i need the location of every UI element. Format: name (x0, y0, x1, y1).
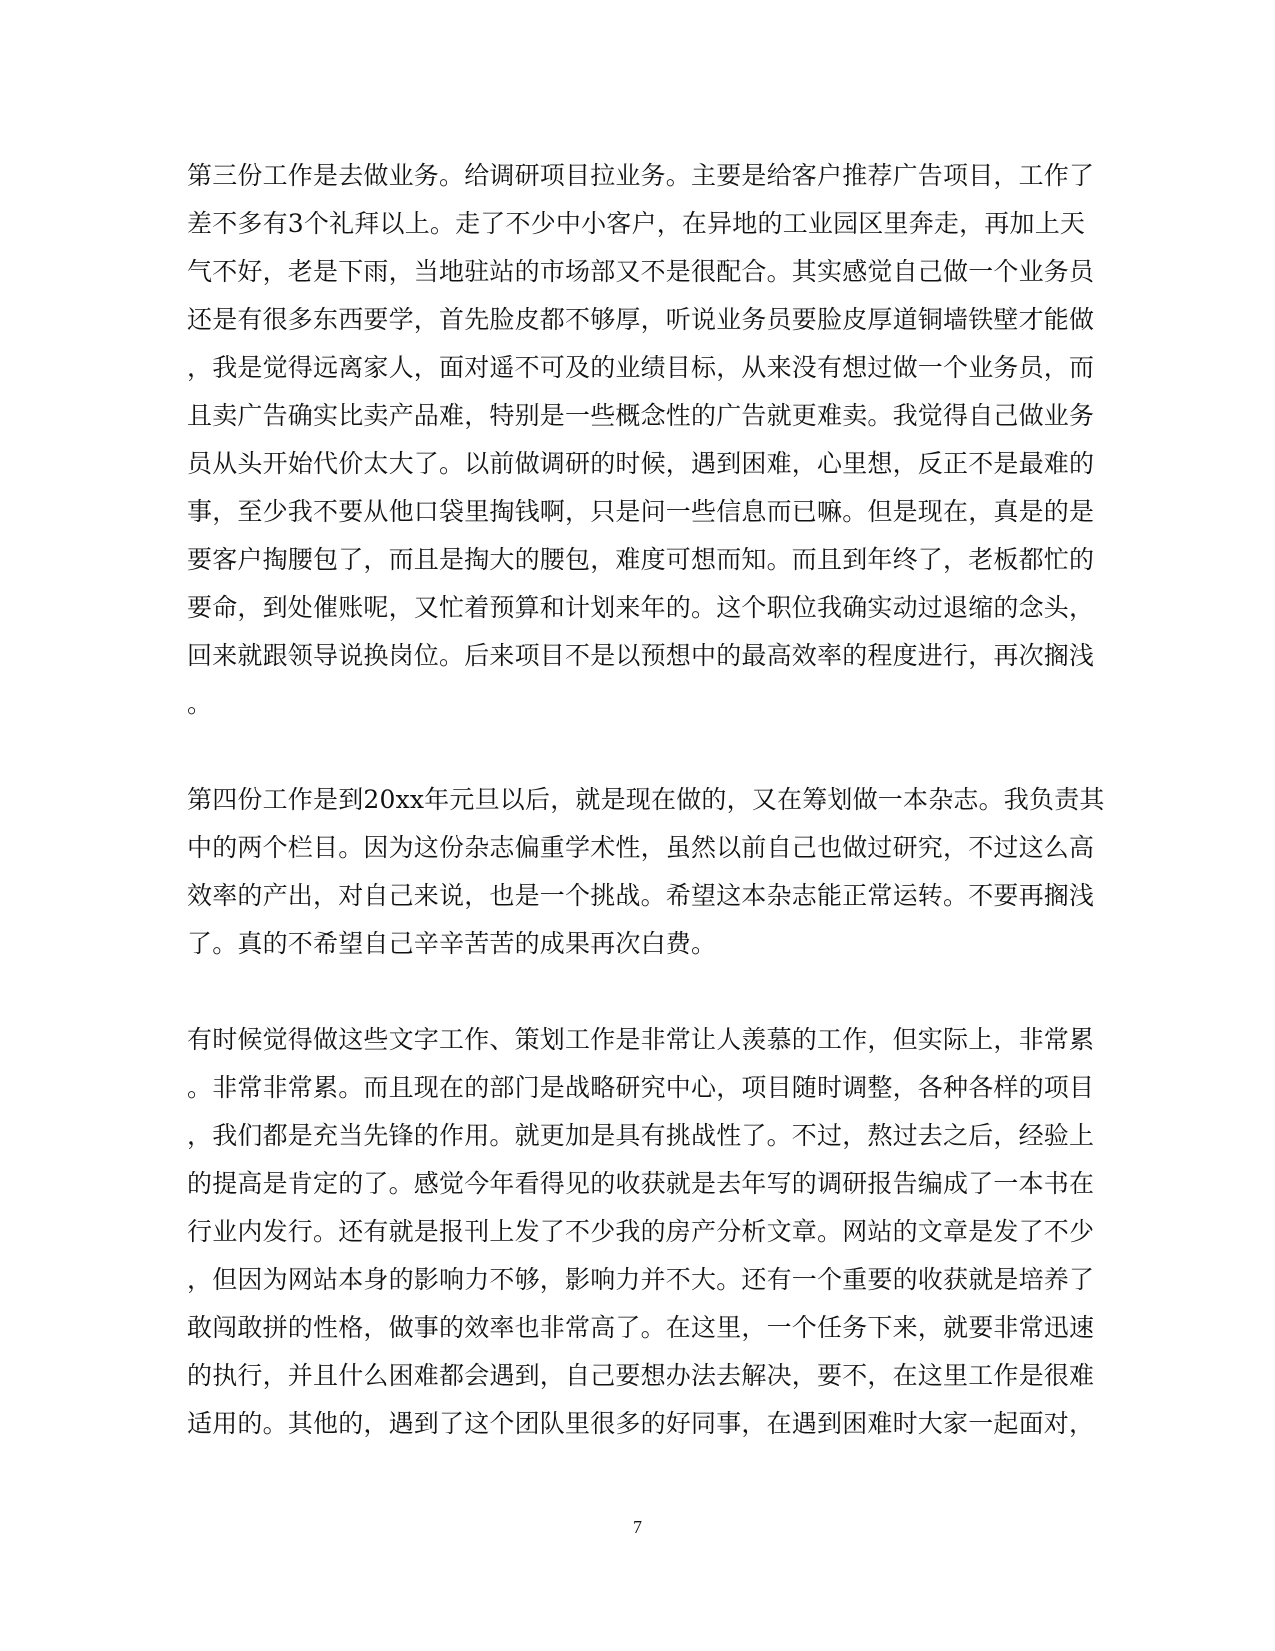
text-line: 的执行，并且什么困难都会遇到，自己要想办法去解决，要不，在这里工作是很难 (187, 1361, 1095, 1390)
text-line: 中的两个栏目。因为这份杂志偏重学术性，虽然以前自己也做过研究，不过这么高 (187, 833, 1095, 862)
text-line: 要客户掏腰包了，而且是掏大的腰包，难度可想而知。而且到年终了，老板都忙的 (187, 545, 1095, 574)
page-number: 7 (633, 1517, 642, 1537)
text-line: 敢闯敢拼的性格，做事的效率也非常高了。在这里，一个任务下来，就要非常迅速 (187, 1313, 1095, 1342)
text-line: 第三份工作是去做业务。给调研项目拉业务。主要是给客户推荐广告项目，工作了 (187, 161, 1095, 190)
text-line: ，我是觉得远离家人，面对遥不可及的业绩目标，从来没有想过做一个业务员，而 (187, 353, 1095, 382)
text-line: 第四份工作是到20xx年元旦以后，就是现在做的，又在筹划做一本杂志。我负责其 (187, 785, 1105, 814)
text-line: 员从头开始代价太大了。以前做调研的时候，遇到困难，心里想，反正不是最难的 (187, 449, 1095, 478)
text-line: 有时候觉得做这些文字工作、策划工作是非常让人羡慕的工作，但实际上，非常累 (187, 1025, 1095, 1054)
text-line: 。 (187, 689, 213, 718)
text-line: 气不好，老是下雨，当地驻站的市场部又不是很配合。其实感觉自己做一个业务员 (187, 257, 1095, 286)
text-line: 适用的。其他的，遇到了这个团队里很多的好同事，在遇到困难时大家一起面对， (187, 1409, 1095, 1438)
text-line: 事，至少我不要从他口袋里掏钱啊，只是问一些信息而已嘛。但是现在，真是的是 (187, 497, 1095, 526)
text-line: 行业内发行。还有就是报刊上发了不少我的房产分析文章。网站的文章是发了不少 (187, 1217, 1095, 1246)
text-line: 差不多有3个礼拜以上。走了不少中小客户，在异地的工业园区里奔走，再加上天 (187, 209, 1086, 238)
text-line: ，但因为网站本身的影响力不够，影响力并不大。还有一个重要的收获就是培养了 (187, 1265, 1095, 1294)
text-line: 还是有很多东西要学，首先脸皮都不够厚，听说业务员要脸皮厚道铜墙铁壁才能做 (187, 305, 1095, 334)
text-line: 效率的产出，对自己来说，也是一个挑战。希望这本杂志能正常运转。不要再搁浅 (187, 881, 1095, 910)
text-line: 且卖广告确实比卖产品难，特别是一些概念性的广告就更难卖。我觉得自己做业务 (187, 401, 1095, 430)
text-line: 。非常非常累。而且现在的部门是战略研究中心，项目随时调整，各种各样的项目 (187, 1073, 1095, 1102)
text-line: 了。真的不希望自己辛辛苦苦的成果再次白费。 (187, 929, 717, 958)
text-line: ，我们都是充当先锋的作用。就更加是具有挑战性了。不过，熬过去之后，经验上 (187, 1121, 1095, 1150)
text-line: 的提高是肯定的了。感觉今年看得见的收获就是去年写的调研报告编成了一本书在 (187, 1169, 1095, 1198)
text-line: 回来就跟领导说换岗位。后来项目不是以预想中的最高效率的程度进行，再次搁浅 (187, 641, 1095, 670)
text-line: 要命，到处催账呢，又忙着预算和计划来年的。这个职位我确实动过退缩的念头， (187, 593, 1095, 622)
